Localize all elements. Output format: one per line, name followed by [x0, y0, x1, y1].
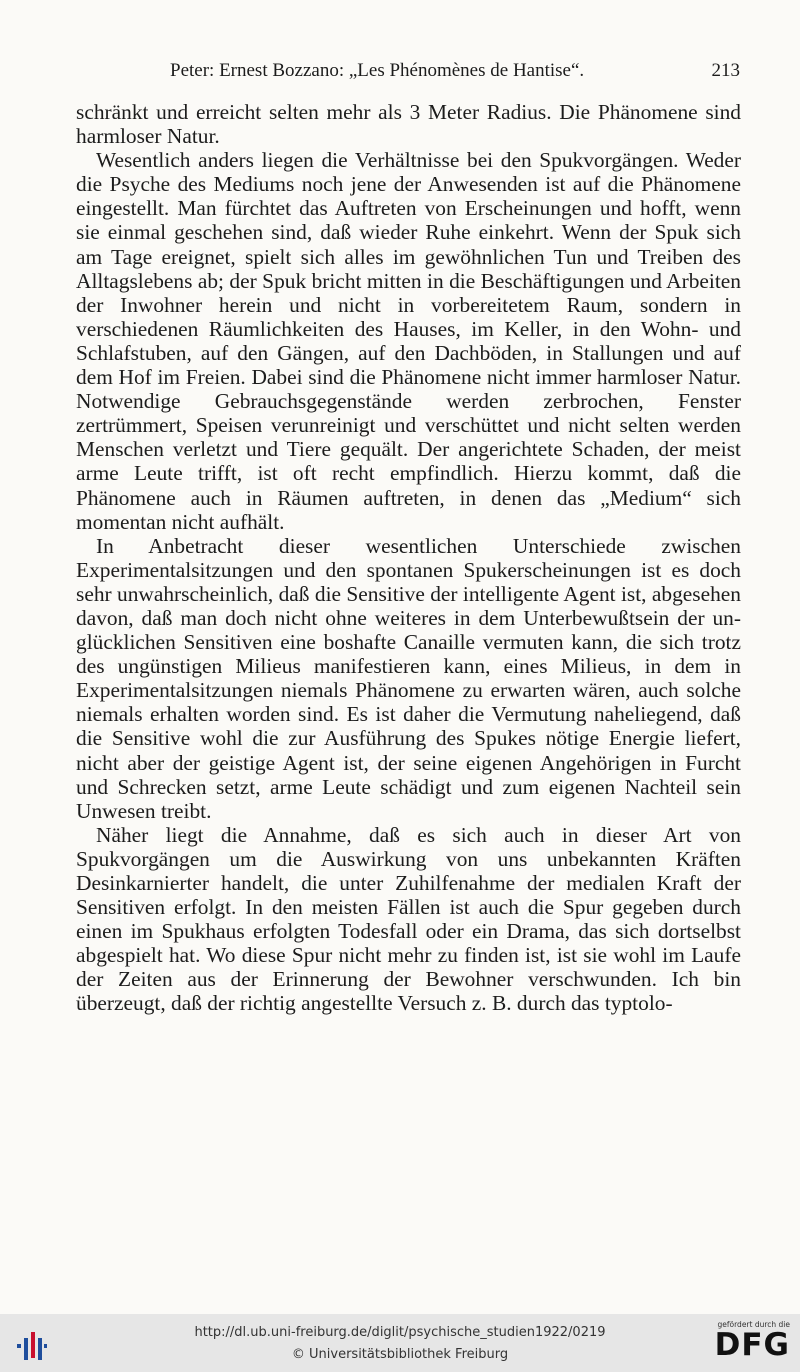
paragraph-anbetracht: In Anbetracht dieser wesentlichen Unterschiede zwischen Experimentalsitzungen und den spontanen Spukerscheinungen ist es doch sehr unwahrscheinlich, daß die Sensitive der intelligente Agent ist, abgesehen davon, daß man doch nicht ohne weiteres in dem Unterbewußtsein der unglücklichen Sensitiven eine boshafte Canaille vermuten kann, die sich trotz des ungünstigen Milieus manifestieren kann, eines Milieus, in dem in Experimentalsitzungen niemals Phänomene zu erwarten wären, auch solche niemals erhalten worden sind. Es ist daher die Vermutung naheliegend, daß die Sensitive wohl die zur Ausführung des Spukes nötige Energie liefert, nicht aber der geistige Agent ist, der seine eigenen Angehörigen in Furcht und Schrecken setzt, arme Leute schädigt und zum eigenen Nachteil sein Unwesen treibt. — [76, 533, 741, 823]
paragraph-spukvorgaenge: Wesentlich anders liegen die Verhältnisse bei den Spukvorgängen. Weder die Psyche des Mediums noch jene der Anwesenden ist auf die Phänomene eingestellt. Man fürchtet das Auftreten von Erscheinungen und hofft, wenn sie einmal geschehen sind, daß wieder Ruhe einkehrt. Wenn der Spuk sich am Tage ereignet, spielt sich alles im gewöhnlichen Tun und Treiben des Alltagslebens ab; der Spuk bricht mitten in die Beschäftigungen und Arbeiten der Inwohner herein und nicht in vorbereitetem Raum, sondern in verschiedenen Räumlichkeiten des Hauses, im Keller, in den Wohn- und Schlafstuben, auf den Gängen, auf den Dachböden, in Stallungen und auf dem Hof im Freien. Dabei sind die Phänomene nicht immer harmloser Natur. Notwendige Gebrauchsgegenstände werden zerbrochen, Fenster zertrümmert, Speisen verunreinigt und verschüttet und nicht selten werden Menschen verletzt und Tiere gequält. Der angerichtete Schaden, der meist arme Leute trifft, ist oft recht empfindlich. Hierzu kommt, daß die Phänomene auch in Räumen auftreten, in denen das „Medium“ sich momentan nicht aufhält. — [76, 148, 741, 534]
permalink-url[interactable]: http://dl.ub.uni-freiburg.de/diglit/psychische_studien1922/0219 — [194, 1325, 606, 1340]
page-number: 213 — [711, 60, 740, 81]
running-header — [170, 58, 740, 84]
paragraph-continuation: schränkt und erreicht selten mehr als 3 Meter Radius. Die Phänomene sind harmloser Natur. — [76, 100, 741, 149]
body-text — [76, 100, 741, 1016]
paragraph-annahme: Näher liegt die Annahme, daß es sich auch in dieser Art von Spukvorgängen um die Auswirkung von uns unbekannten Kräften Desinkarnierter handelt, die unter Zuhilfenahme der medialen Kraft der Sensitiven erfolgt. In den meisten Fällen ist auch die Spur gegeben durch einen im Spukhaus erfolgten Todesfall oder ein Drama, das sich dortselbst abgespielt hat. Wo diese Spur nicht mehr zu finden ist, ist sie wohl im Laufe der Zeiten aus der Erinnerung der Bewohner verschwunden. Ich bin überzeugt, daß der richtig angestellte Versuch z. B. durch das typtolo- — [76, 822, 741, 1016]
copyright-notice: © Universitätsbibliothek Freiburg — [291, 1347, 509, 1362]
dfg-logo — [706, 1320, 790, 1368]
dfg-wordmark: DFG — [714, 1327, 790, 1363]
running-title: Peter: Ernest Bozzano: „Les Phénomènes de Hantise“. — [170, 60, 585, 81]
dfg-funding-caption: gefördert durch die — [717, 1320, 790, 1329]
viewer-footer — [0, 1314, 800, 1372]
